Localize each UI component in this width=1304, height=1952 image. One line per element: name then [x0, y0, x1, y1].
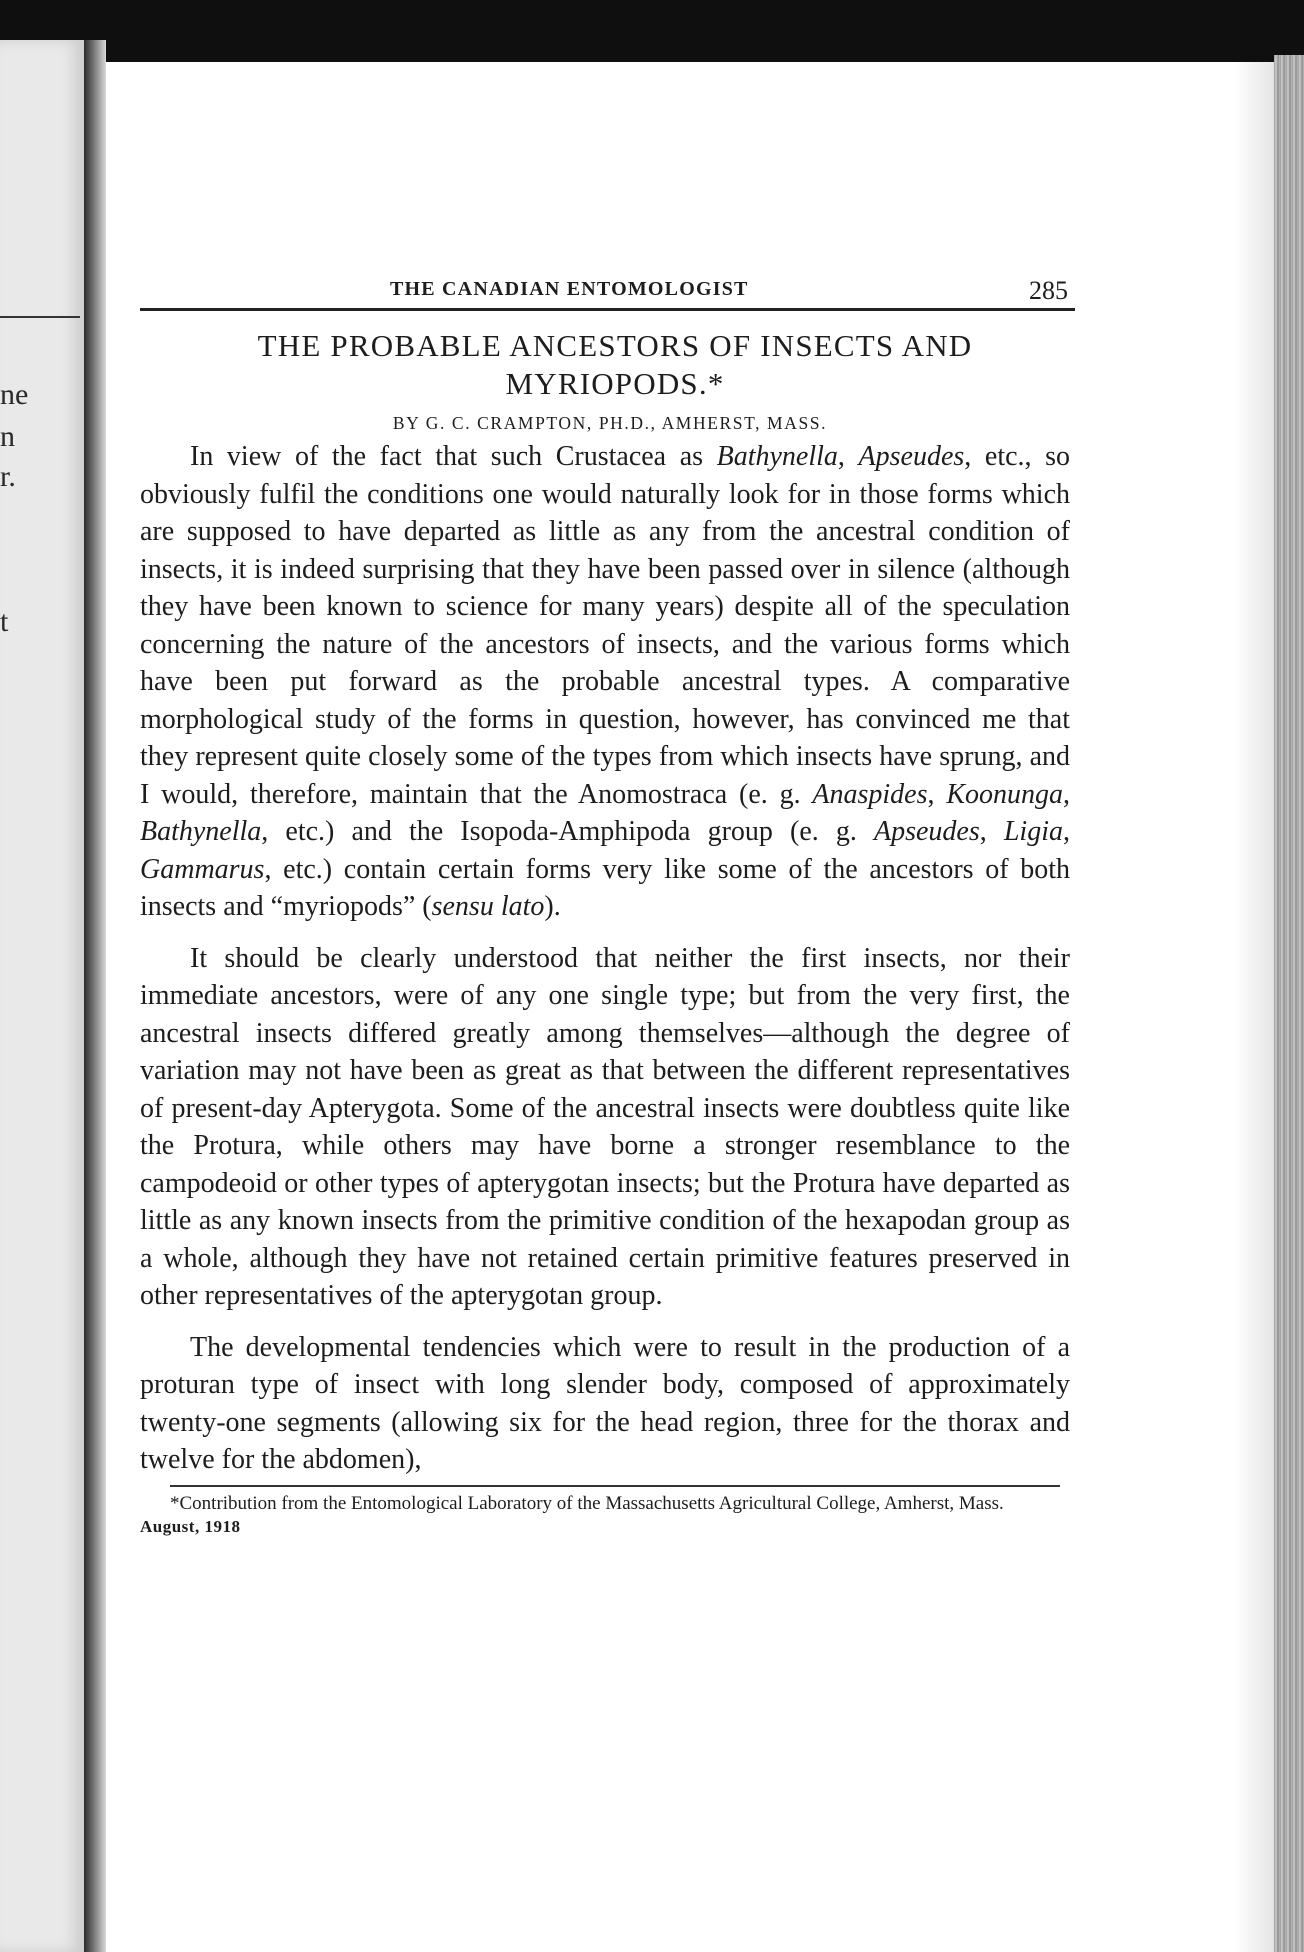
- header-rule: [140, 308, 1075, 311]
- taxon-name: Ligia: [1003, 816, 1063, 847]
- adjacent-page-fragment: n: [0, 420, 15, 453]
- article-title: THE PROBABLE ANCESTORS OF INSECTS AND MYRIOPODS.*: [257, 328, 973, 401]
- paragraph-1: [140, 438, 1080, 926]
- adjacent-page-fragment: t: [0, 605, 9, 638]
- text-run: , etc.) contain certain forms very like some of the ancestors of both insects and “myriopods” (: [140, 853, 1070, 922]
- running-head: [140, 260, 1080, 308]
- journal-page: [140, 260, 1080, 1537]
- footnote-rule: [170, 1485, 1060, 1487]
- text-run: ,: [979, 816, 1004, 847]
- adjacent-page-fragment: r.: [0, 460, 16, 493]
- adjacent-page: [0, 40, 84, 1952]
- taxon-name: Gammarus: [140, 853, 265, 885]
- taxon-name: Apseudes: [858, 441, 965, 472]
- footnote: *Contribution from the Entomological Laboratory of the Massachusetts Agricultural College, Amherst, Mass.: [170, 1492, 1004, 1514]
- text-run: ,: [1063, 816, 1070, 847]
- taxon-name: sensu lato: [431, 891, 545, 922]
- journal-title: THE CANADIAN ENTOMOLOGIST: [390, 278, 749, 300]
- taxon-name: Bathynella: [716, 441, 838, 472]
- adjacent-page-fragment: ne: [0, 378, 29, 411]
- text-run: , etc.) and the Isopoda-Amphipoda group (e. g.: [261, 816, 874, 847]
- taxon-name: Anaspides: [812, 778, 928, 810]
- text-run: ).: [544, 891, 561, 922]
- paragraph-3: The developmental tendencies which were to result in the production of a proturan type of insect with long slender body, composed of approximately twenty-one segments (allowing six for the head region, three for the thorax and twelve for the abdomen),: [140, 1331, 1070, 1475]
- text-run: ,: [1063, 778, 1071, 810]
- text-run: In view of the fact that such Crustacea as: [190, 441, 717, 472]
- page-edges: [1274, 55, 1304, 1952]
- author-byline: BY G. C. CRAMPTON, PH.D., AMHERST, MASS.: [392, 413, 828, 433]
- taxon-name: Apseudes: [873, 816, 980, 847]
- adjacent-page-rule: [0, 316, 80, 318]
- article-body: [140, 438, 1080, 1479]
- footnote-date: August, 1918: [140, 1516, 241, 1536]
- taxon-name: Koonunga: [946, 778, 1064, 810]
- scan-background: [0, 0, 1304, 62]
- page-number: 285: [1029, 276, 1068, 305]
- paragraph-2: It should be clearly understood that neither the first insects, nor their immediate ancestors, were of any one single type; but from the very first, the ancestral insects differed greatly among themselves—although the degree of variation may not have been as great as that between the different representatives of present-day Apterygota. Some of the ancestral insects were doubtless quite like the Protura, while others may have borne a stronger resemblance to the campodeoid or other types of apterygotan insects; but the Protura have departed as little as any known insects from the primitive condition of the hexapodan group as a whole, although they have not retained certain primitive features preserved in other representatives of the apterygotan group.: [140, 942, 1070, 1311]
- text-run: , etc., so obviously fulfil the conditions one would naturally look for in those forms which are supposed to have departed as little as any from the ancestral condition of insects, it is indeed surprising that they have been passed over in silence (although they have been known to science for many years) despite all of the speculation concerning the nature of the ancestors of insects, and the various forms which have been put forward as the probable ancestral types. A comparative morphological study of the forms in question, however, has convinced me that they represent quite closely some of the types from which insects have sprung, and I would, therefore, maintain that the Anomostraca (e. g.: [140, 441, 1071, 810]
- text-run: ,: [837, 441, 859, 472]
- text-run: ,: [927, 778, 947, 810]
- taxon-name: Bathynella: [140, 816, 262, 847]
- page-shadow: [1234, 55, 1274, 1952]
- book-spine: [84, 40, 106, 1952]
